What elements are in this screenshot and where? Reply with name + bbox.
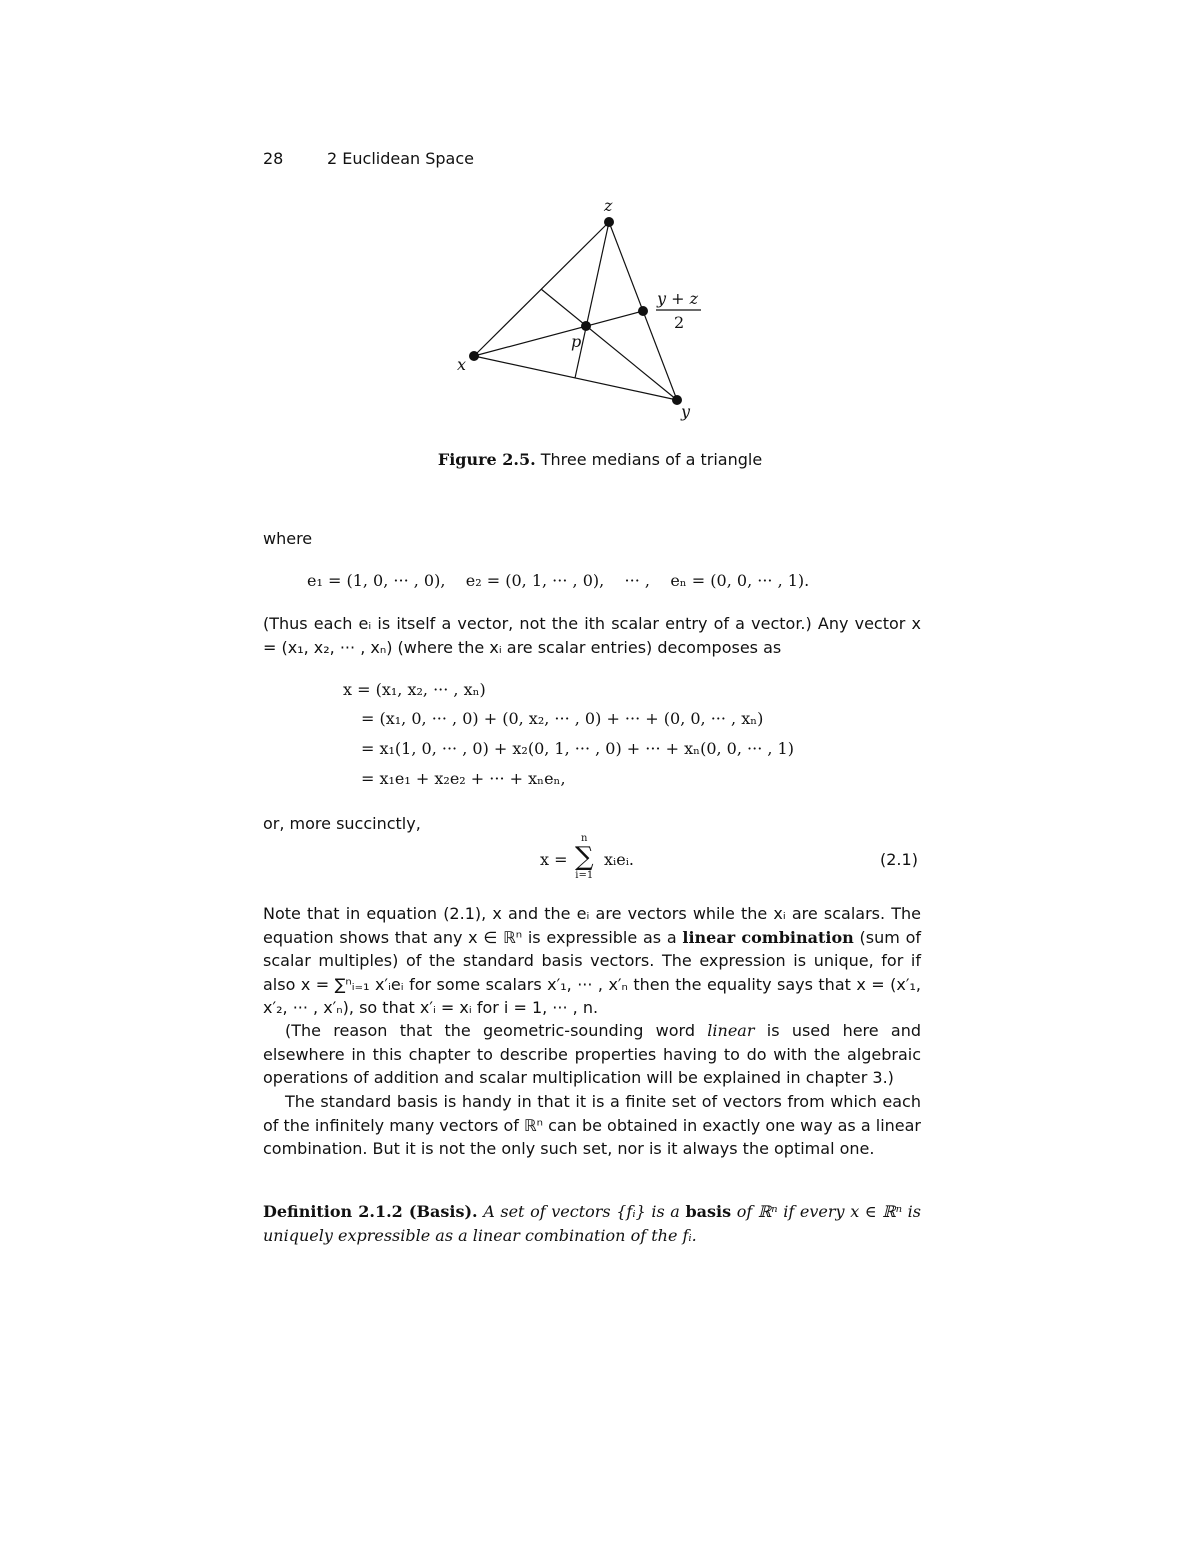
label-mid-denominator: 2 [674,313,685,332]
basis-equation: e₁ = (1, 0, ··· , 0), e₂ = (0, 1, ··· , 0), ··· , eₙ = (0, 0, ··· , 1). [307,571,810,590]
point-z [604,217,614,227]
reason-text-b: is used here and elsewhere in this chapter to describe properties having to do with the algebraic operations of addition and scalar multiplication will be explained in chapter 3.) [263,1021,922,1087]
sum-upper-limit: n [581,833,588,844]
decomposition-line-2: = (x₁, 0, ··· , 0) + (0, x₂, ··· , 0) + ··· + (0, 0, ··· , xₙ) [361,709,764,728]
median-x [474,311,643,356]
definition-basis [263,1200,921,1247]
page-number: 28 [263,149,284,168]
point-midpoint [638,306,648,316]
where-text: where [263,529,313,548]
point-p [581,321,591,331]
paragraph-standard-basis: The standard basis is handy in that it is a finite set of vectors from which each of the infinitely many vectors of ℝⁿ can be obtained in exactly one way as a linear combination. But it is not the only such set, nor is it always the optimal one. [263,1092,921,1158]
point-x [469,351,479,361]
sum-lower-limit: i=1 [575,870,594,881]
reason-text-a: (The reason that the geometric-sounding word [285,1021,708,1040]
label-y: y [681,402,691,421]
running-head [263,149,474,168]
label-x: x [457,355,467,374]
caption-label: Figure 2.5. [437,450,536,469]
caption-text: Three medians of a triangle [540,450,763,469]
definition-text-b: of ℝⁿ if every x ∈ ℝⁿ is uniquely expressible as a linear combination of the fᵢ. [263,1202,921,1245]
definition-label: Definition 2.1.2 (Basis). [263,1202,478,1221]
word-linear: linear [707,1021,755,1040]
sum-rhs: xᵢeᵢ. [604,850,635,869]
label-z: z [604,196,613,215]
sigma-icon: ∑ [575,842,594,872]
paragraph-note [263,902,921,1020]
decomposition-line-3: = x₁(1, 0, ··· , 0) + x₂(0, 1, ··· , 0) + ··· + xₙ(0, 0, ··· , 1) [361,739,794,758]
sum-lhs: x = [540,850,568,869]
paragraph-reason [263,1019,921,1090]
decomposition-line-4: = x₁e₁ + x₂e₂ + ··· + xₙeₙ, [361,769,566,788]
term-basis: basis [685,1202,732,1221]
note-text-a: Note that in equation (2.1), x and the eᵢ are vectors while the xᵢ are scalars. The equation shows that any x ∈ ℝⁿ is expressible as a [263,904,921,947]
paragraph-thus: (Thus each eᵢ is itself a vector, not the ith scalar entry of a vector.) Any vector x = (x₁, x₂, ··· , xₙ) (where the xᵢ are scalar entries) decomposes as [263,614,921,657]
term-linear-combination: linear combination [682,927,854,947]
summation [575,833,594,881]
decomposition-line-1: x = (x₁, x₂, ··· , xₙ) [343,680,486,699]
definition-text-a: A set of vectors {fᵢ} is a [477,1202,686,1221]
succinct-text: or, more succinctly, [263,814,421,833]
label-mid-numerator: y + z [657,289,699,308]
note-text-b: (sum of scalar multiples) of the standard basis vectors. The expression is unique, for if also x = ∑ⁿᵢ₌₁ x′ᵢeᵢ for some scalars x′₁, ··· , x′ₙ then the equality says that x = (x′₁, x′₂, ··· , x′ₙ), so that x′ᵢ = xᵢ for i = 1, ··· , n. [263,927,921,1017]
equation-number: (2.1) [880,850,918,869]
median-z [575,222,609,378]
figure-caption [0,450,1200,469]
medians-figure [440,195,720,425]
chapter-title: 2 Euclidean Space [327,149,474,168]
label-p: p [571,332,582,351]
